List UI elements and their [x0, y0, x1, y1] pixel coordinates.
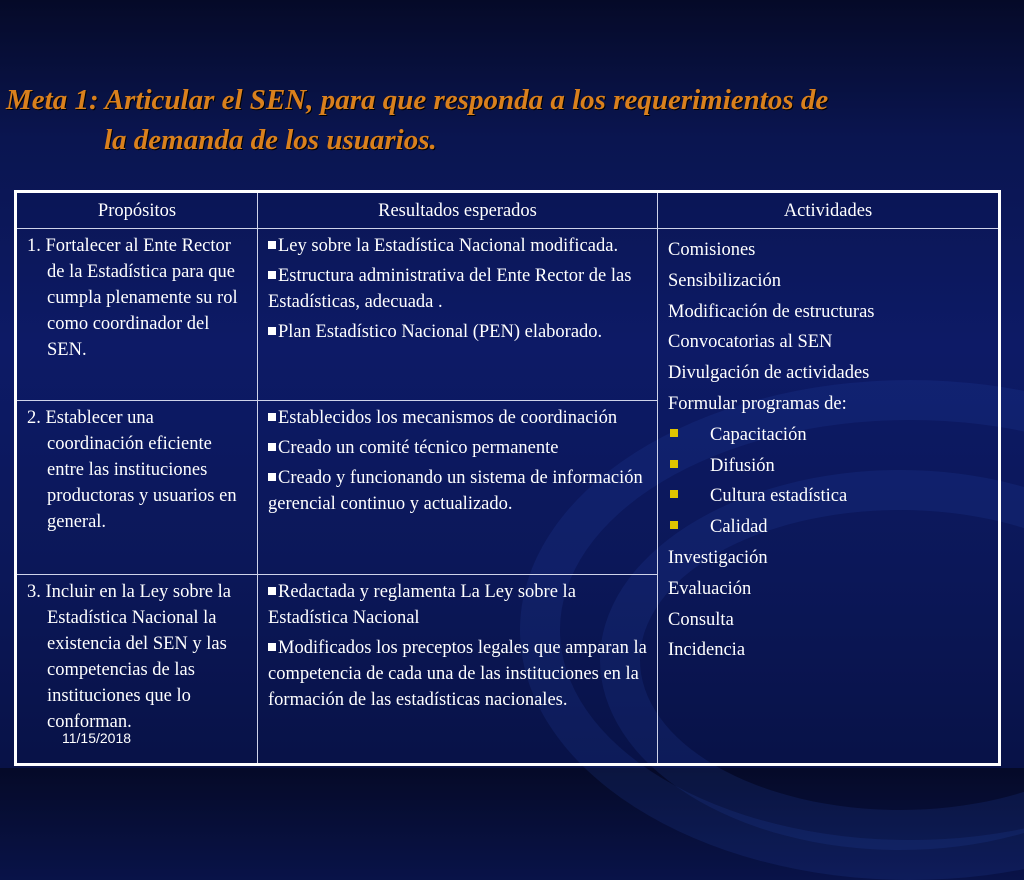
proposito-cell: [16, 229, 258, 401]
actividad-item: Divulgación de actividades: [668, 363, 870, 384]
resultados-cell: [258, 401, 658, 575]
resultado-item: Estructura administrativa del Ente Rector de las Estadísticas, adecuada .: [268, 266, 632, 312]
actividad-item: Modificación de estructuras: [668, 301, 875, 322]
square-bullet-icon: [670, 490, 678, 498]
proposito-text: 1. Fortalecer al Ente Rector de la Estadística para que cumpla plenamente su rol como coordinador del SEN.: [27, 236, 238, 360]
actividad-item: Convocatorias al SEN: [668, 332, 833, 353]
resultados-cell: [258, 229, 658, 401]
actividad-subitem: Calidad: [668, 512, 990, 543]
proposito-text: 3. Incluir en la Ley sobre la Estadística Nacional la existencia del SEN y las competencias de las instituciones que lo conforman.: [27, 582, 231, 732]
header-propositos: Propósitos: [16, 192, 258, 229]
square-bullet-icon: [670, 429, 678, 437]
table-row: [16, 229, 1000, 401]
title-line-1: Meta 1: Articular el SEN, para que responda a los requerimientos de: [6, 84, 829, 116]
square-bullet-icon: [268, 327, 276, 335]
resultado-item: Redactada y reglamenta La Ley sobre la Estadística Nacional: [268, 582, 576, 628]
square-bullet-icon: [268, 443, 276, 451]
square-bullet-icon: [268, 587, 276, 595]
resultados-cell: [258, 575, 658, 765]
actividad-subitem: Cultura estadística: [668, 481, 990, 512]
proposito-cell: [16, 575, 258, 765]
actividad-item: Comisiones: [668, 240, 756, 260]
header-resultados: Resultados esperados: [258, 192, 658, 229]
actividad-item: Evaluación: [668, 578, 752, 599]
actividades-cell: [658, 229, 1000, 765]
actividad-item: Incidencia: [668, 640, 746, 661]
resultado-item: Creado un comité técnico permanente: [268, 435, 649, 461]
square-bullet-icon: [268, 413, 276, 421]
square-bullet-icon: [670, 460, 678, 468]
square-bullet-icon: [268, 473, 276, 481]
resultado-item: Establecidos los mecanismos de coordinación: [268, 405, 649, 431]
actividad-subitem: Capacitación: [668, 420, 990, 451]
goals-table: [14, 190, 1001, 766]
slide-date: 11/15/2018: [62, 730, 132, 746]
actividad-item: Formular programas de:: [668, 393, 847, 414]
slide-title: [6, 80, 1016, 160]
table-header-row: [16, 192, 1000, 229]
resultado-item: Plan Estadístico Nacional (PEN) elaborado.: [268, 319, 649, 345]
title-line-2: la demanda de los usuarios.: [104, 124, 437, 156]
proposito-cell: [16, 401, 258, 575]
square-bullet-icon: [670, 521, 678, 529]
actividades-list: [668, 233, 990, 666]
actividad-item: Investigación: [668, 547, 768, 568]
resultado-item: Creado y funcionando un sistema de información gerencial continuo y actualizado.: [268, 468, 643, 514]
actividad-item: Sensibilización: [668, 270, 782, 291]
square-bullet-icon: [268, 271, 276, 279]
proposito-text: 2. Establecer una coordinación eficiente entre las instituciones productoras y usuarios en general.: [27, 408, 237, 532]
resultado-item: Modificados los preceptos legales que amparan la competencia de cada una de las instituciones en la formación de las estadísticas nacionales.: [268, 638, 647, 710]
resultado-item: Ley sobre la Estadística Nacional modificada.: [268, 233, 649, 259]
square-bullet-icon: [268, 643, 276, 651]
square-bullet-icon: [268, 241, 276, 249]
actividad-item: Consulta: [668, 609, 734, 630]
actividad-subitem: Difusión: [668, 451, 990, 482]
header-actividades: Actividades: [658, 192, 1000, 229]
